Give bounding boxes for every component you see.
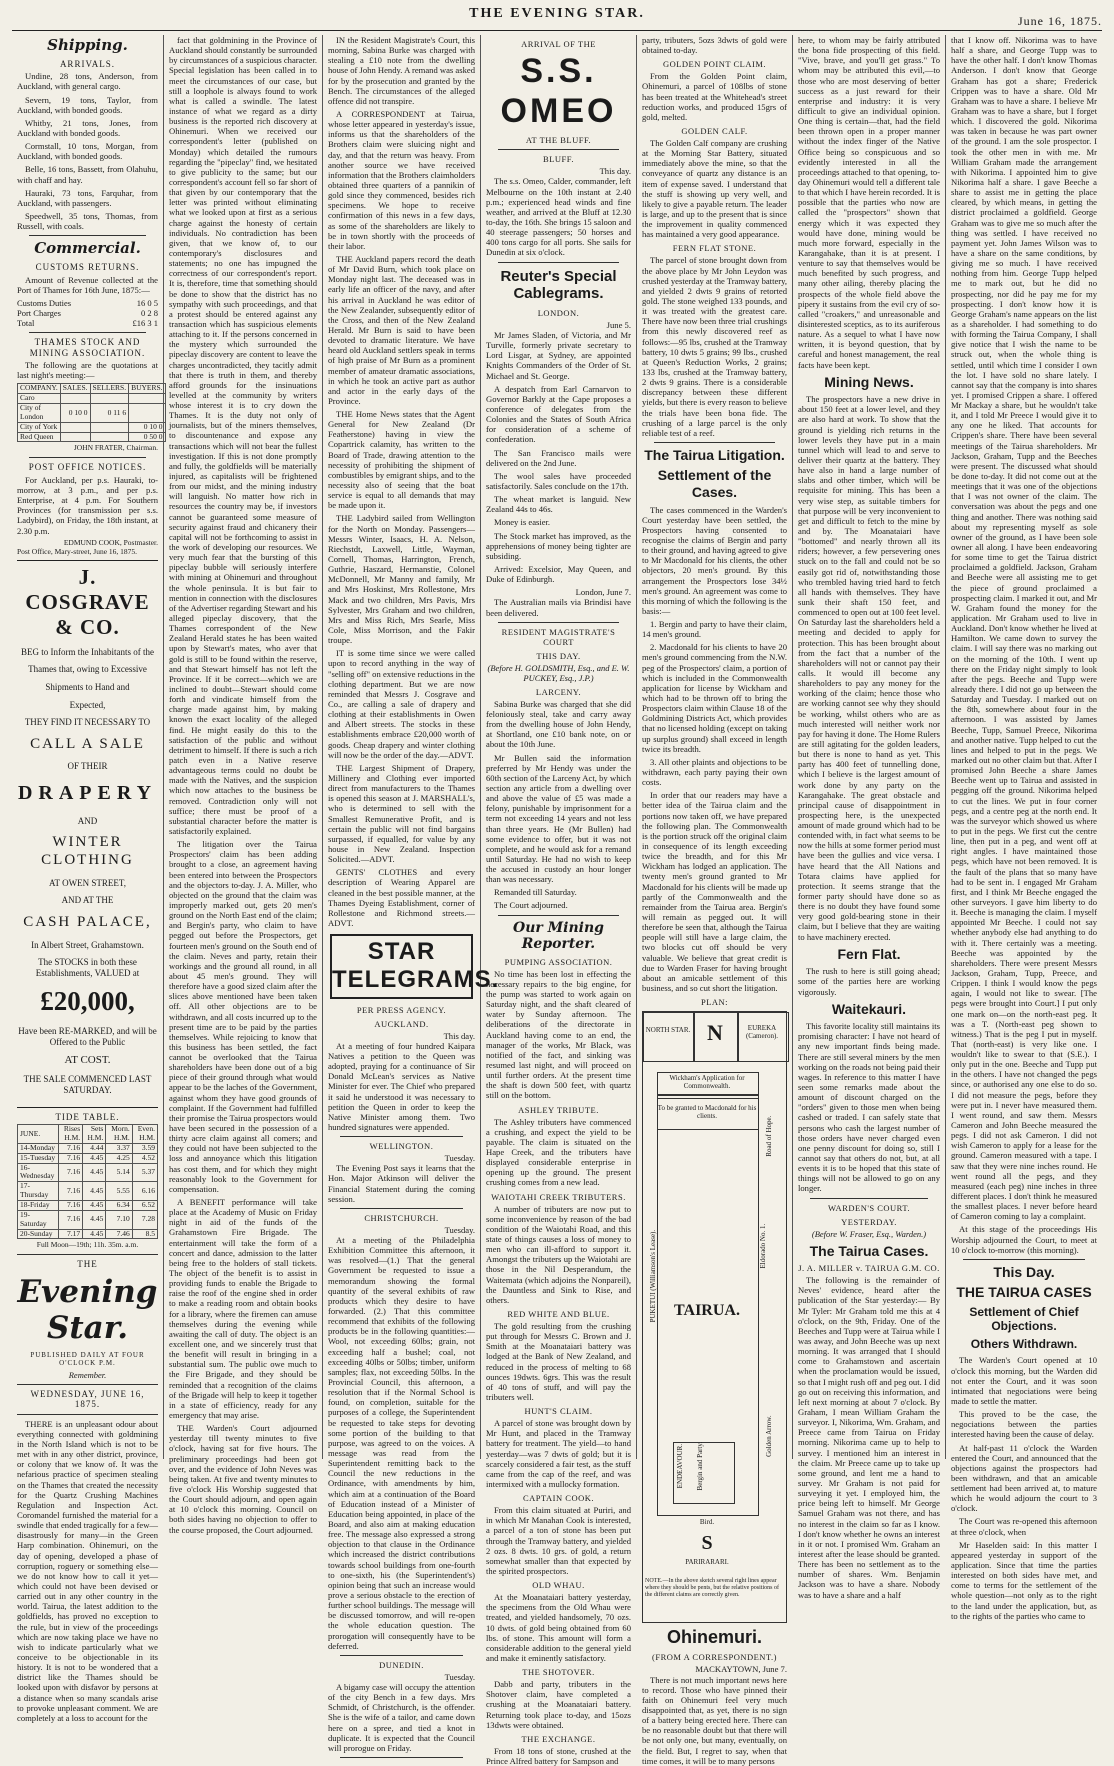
remember: Remember. — [68, 1369, 107, 1380]
tsma-sign: JOHN FRATER, Chairman. — [73, 443, 158, 453]
litigation-paragraph: The cases commenced in the Warden's Court yesterday have been settled, the Prospectors having consented to recognise the claims of Bergin and party to their ground, and having agreed to give to Mr Macdonald for his clients, the other objectors, 20 men's ground. By this arrangement the Prospectors lose 34½ men's ground. An agreement was come to this morning of which the following is the basis:— — [642, 504, 787, 616]
commercial-heading: Commercial. — [34, 239, 141, 258]
table-cell: 19-Saturday — [18, 1210, 59, 1229]
plan-macdonald: To be granted to Macdonald for his clients. — [657, 1104, 757, 1121]
bluff-day: This day. — [599, 166, 631, 177]
ad-line: Expected, — [69, 699, 106, 710]
telegram-text: A bigamy case will occupy the attention of the city Bench in a few days. Mrs Schmidt, of Christchurch, is the offender. She is the wife of a tailor, and came down here on a spree, and tied a knot in duplicate. It is expected that the Council will prorogue on Friday. — [328, 1681, 475, 1753]
table-cell: 6.16 — [132, 1182, 157, 1201]
arrivals-heading: ARRIVALS. — [59, 58, 116, 69]
bluff-heading: BLUFF. — [543, 154, 574, 165]
customs-label: Total — [17, 317, 35, 328]
this-day-paragraph: This proved to be the case, the negociations between the parties interested having been the cause of delay. — [951, 1409, 1097, 1440]
litigation-paragraphs — [642, 505, 787, 994]
this-day-paragraph: At half-past 11 o'clock the Warden entered the Court, and announced that the objections against the prospectors had been withdrawn, and that an amicable settlement had been arrived at, to mature which he would adjourn the court to 3 o'clock. — [951, 1442, 1097, 1514]
mining-report-heading: HUNT'S CLAIM. — [524, 1406, 593, 1417]
local-paragraph: A CORRESPONDENT at Tairua, whose letter appeared in yesterday's issue, informs us that the shareholders of the Brothers claim were sluicing night and day, and that the return was heavy. From another source we have received information that the Brothers claimholders obtained three quarters of a pannikin of gold since they commenced, besides rich specimens. We hope to receive confirmation of this news in a few days, as some of the shareholders are likely to be in town shortly with the proceeds of their labor. — [328, 108, 475, 251]
this-day-heading: This Day. — [993, 1263, 1055, 1280]
tsma-row — [18, 422, 166, 432]
local-paragraph: THE Largest Shipment of Drapery, Millinery and Clothing ever imported direct from manufacturers to the Thames is opened this season at J. MARSHALL's, who is determined to sell with the Smallest Remunerative Profit, and is certain the public will not find bargains surpassed, if equalled, for value by any house in New Zealand. Inspection Solicited.—ADVT. — [328, 762, 475, 865]
arrival-item: Severn, 19 tons, Taylor, from Auckland, with bonded goods. — [17, 94, 158, 115]
table-cell: 4.44 — [83, 1143, 106, 1153]
table-cell: 7.28 — [132, 1210, 157, 1229]
customs-heading: CUSTOMS RETURNS. — [35, 261, 140, 272]
mining-report-heading: THE SHOTOVER. — [522, 1667, 595, 1678]
table-cell: 16-Wednesday — [18, 1163, 59, 1182]
ad-cash-palace: CASH PALACE, — [23, 913, 152, 930]
table-cell: 0 11 6 — [90, 404, 129, 423]
ad-call-sale: CALL A SALE — [30, 735, 145, 752]
rm-paragraph: Mr Bullen said the information preferred by Mr Hendy was under the 60th section of the Larceny Act, by which section any article from a dwelling over and above the value of £5 was made a felony, punishable by imprisonment for a term not exceeding 14 years and not less than three years. He (Mr Bullen) had some evidence to offer, but it was not complete, and he would ask for a remand until Saturday. He had no wish to keep the accused in custody an hour longer than was necessary. — [486, 752, 631, 885]
table-cell: 4.45 — [83, 1153, 106, 1163]
mining-news-heading: Mining News. — [824, 373, 914, 390]
tsma-heading: THAMES STOCK AND MINING ASSOCIATION. — [29, 336, 146, 358]
waitekauri-heading: Waitekauri. — [831, 1000, 907, 1017]
masthead-title: THE EVENING STAR. — [469, 6, 645, 21]
column-1 — [12, 35, 164, 1723]
table-cell: 7.16 — [59, 1201, 83, 1211]
litigation-paragraph: 3. All other plaints and objections to be withdrawn, each party paying their own costs. — [642, 756, 787, 788]
london-heading: LONDON. — [537, 307, 580, 318]
mining-report-text: The gold resulting from the crushing put through for Messrs C. Brown and J. Smith at the Moanataiari battery was lodged at the Bank of New Zealand, and reduced in the process of melting to 68 ounces 19dwts. 6grs. This was the result of 40 tons of stuff, and will pay the tributers well. — [486, 1320, 631, 1402]
table-cell: 7.16 — [59, 1153, 83, 1163]
larceny-heading: LARCENY. — [535, 686, 582, 697]
column-7 — [946, 35, 1102, 1621]
local-paragraph: THE Ladybird sailed from Wellington for the North on Monday. Passengers—Messrs Winter, Isaacs, H. A. Nelson, Riechstdt, Laxwell, Little, Wayman, Cornell, Thomas, Harrington, French, Guthrie, Haszard, Hermanstie, Colonel McDonnell, Mr Manny and family, Mr and Mrs Hoskinst, Mrs Rollestone, Mrs Mack and two children, Mrs Pavis, Mrs Sylvester, Mrs Graham and two children, Mrs and Miss Rich, Mrs Searle, Miss Cole, Miss Morrison, and the Fakir troupe. — [328, 513, 475, 646]
mining-report-text: A parcel of stone was brought down by Mr Hunt, and placed in the Tramway battery for treatment. The yield—to hand yesterday—was 7 dwts of gold; but it is scarcely considered a fair test, as the stuff came from the cap of the reef, and was intermixed with a mullocky formation. — [486, 1418, 631, 1489]
table-cell: 15-Tuesday — [18, 1153, 59, 1163]
column-4 — [481, 35, 637, 1766]
nameplate-the: THE — [77, 1259, 98, 1270]
ad-line: Have been RE-MARKED, and will be Offered to the Public — [18, 1026, 157, 1047]
local-paragraph: THE Home News states that the Agent General for New Zealand (Dr Featherstone) having in view the Copartrick calamity, has written to the Board of Trade, drawing attention to the necessity of prohibiting the shipment of combustibles by emigrant ships, and to the necessity also of seeing that the boat service is equal to all demands that may be made upon it. — [328, 409, 475, 511]
table-cell: City of York — [18, 422, 61, 432]
london-paragraphs — [486, 330, 631, 584]
settlement-objections-heading: Settlement of Chief Objections. — [969, 1304, 1079, 1334]
waitekauri-text: This favorite locality still maintains its promising character: I have not heard of any new important finds being made. There are still several miners by the men working on the roads not being paid their wages. In reference to this matter I have seen some remarks made about the amount of discount charged on the "orders" given to those men when being cashed or traded. I can safely state that persons who cash the largest number of those orders have never charged even one penny discount for doing so, still I cannot say that others do not, but, at all events it is to be hoped that this state of things will not be allowed to go on any longer. — [798, 1021, 941, 1194]
editorial-paragraph: THE Warden's Court adjourned yesterday till twenty minutes to five o'clock, having sat for five hours. The preliminary proceedings had been got over, and the evidence of John Neves was being taken. At five and twenty minutes to five o'clock His Worship suggested that the Court should adjourn, and open again at 10 o'clock this morning. Council on both sides having no objection to offer to the course proposed, the Court adjourned. — [169, 1423, 317, 1535]
fern-flat-stone-text: The parcel of stone brought down from the above place by Mr John Leydon was crushed yesterday at the Tramway battery, and yielded 2 dwts 9 grains of retorted gold. The stone weighed 133 pounds, and it was treated with the greatest care. There have now been three trial crushings from this newly discovered reef as follows:—95 lbs, crushed at the Tramway battery, 10 dwts 5 grains; 99 lbs., crushed at Queen's Reduction Works, 2 grains; 133 lbs, crushed at the Tramway battery, 2 dwts 9 grains. There is a considerable discrepancy between these different yields, but there is every reason to believe the trials have been bona fide. The crushing of a large parcel is the only reliable test of a reef. — [642, 255, 788, 438]
telegram-place: DUNEDIN. — [379, 1659, 424, 1670]
mining-report-text: From this claim situated at Puriri, and in which Mr Manahan Cook is interested, a parcel of a ton of stone has been put through the Tramway battery, and yielded 2 ozs. 8 dwts. 10 grs. of gold, a return somewhat smaller than that expected by the spirited prospectors. — [486, 1505, 631, 1576]
table-cell: 4.45 — [83, 1182, 106, 1201]
tsma-row — [18, 404, 166, 423]
column-6 — [793, 35, 946, 1600]
divider — [340, 1655, 463, 1656]
ad-line: AND AT THE — [61, 895, 114, 906]
nameplate: Evening Star. — [17, 1273, 158, 1347]
column-header: Sets H.M. — [83, 1125, 106, 1144]
rm-paragraph: Sabina Burke was charged that she did feloniously steal, take and carry away from the dwelling house of John Hendy, at Shortland, one £10 bank note, on or about the 10th June. — [486, 698, 631, 750]
tide-table — [17, 1124, 158, 1239]
ohinemuri-date: MACKAYTOWN, June 7. — [695, 1664, 787, 1675]
tairua-litigation-heading: The Tairua Litigation. — [644, 446, 785, 463]
mining-reporter-heading: Our Mining Reporter. — [513, 919, 604, 953]
rm-before: (Before H. GOLDSMITH, Esq., and E. W. PUCKEY, Esq., J.P.) — [487, 662, 630, 683]
mining-report-heading: RED WHITE AND BLUE. — [507, 1308, 610, 1319]
wardens-court-heading: WARDEN'S COURT. — [827, 1202, 911, 1213]
this-day-paragraph: The Warden's Court opened at 10 o'clock this morning, but the Warden did not enter the Court, and it was soon intimated that negociations were being made to settle the matter. — [951, 1355, 1097, 1406]
tide-foot: Full Moon—19th; 11h. 35m. a.m. — [36, 1240, 139, 1250]
post-sign: EDMUND COOK, Postmaster. — [63, 537, 158, 547]
customs-row — [17, 298, 158, 308]
table-header-row — [18, 1125, 158, 1144]
table-cell: 5.55 — [106, 1182, 132, 1201]
plan-tairua: TAIRUA. — [674, 1302, 740, 1320]
tsma-table — [17, 383, 166, 442]
leader-text: THERE is an unpleasant odour about everything connected with goldmining in the North Island which is not to be met with in any other district, province, or colony that we know of. It was the nefarious practice of specimen stealing on the Thames that created the necessity for the Quartz Crushing Machines Regulation and Inspection Act. Coromandel furnished the material for a swindle that ended tragically for a few—disastrously for many—in the Green Harp combination. Ohinemuri, on the day of opening, developed a phase of corruption, roguery or something else—we do not know how to call it yet—which could not have been devised or carried out in any other country in the world. Tairua, the latest addition to the goldfields, has proved no exception to the rule, but in view of the proceedings which are now taking place we have no wish to indicate particularly what we conceive to be objectionable in its history. It is not to be wondered that a district like the Thames should be looked upon with disfavor by persons at a distance when so many scandals arise to provoke unpleasant comment. We are completely at a loss to account for the — [17, 1418, 158, 1723]
tairua-cases-heading: THE TAIRUA CASES — [956, 1284, 1092, 1301]
masthead — [12, 6, 1102, 31]
telegram-day: This day. — [443, 1030, 475, 1041]
london2-date: London, June 7. — [575, 587, 631, 598]
divider — [340, 1757, 463, 1758]
table-cell — [90, 422, 129, 432]
ad-price: £20,000, — [40, 986, 135, 1017]
telegram-text: At a meeting of the Philadelphia Exhibition Committee this afternoon, it was resolved—(1.) That the general Government be requested to issue a memorandum showing the formal quantity of the several exhibits of raw products which they desire to have forwarded. (2.) That this committee recommend that exhibits of the following products be in the following quantities:—Wool, not exceeding 60lbs; grain, not exceeding half a bushel; coal, not exceeding 40lbs or 50lbs; timber, uniform samples; flax, not exceeding 50lbs. In the Provincial Council, this afternoon, a resolution that if the Normal School is found, on completion, suitable for the purposes of a college, the Superintendent be requested to take steps for devoting some portion of the building to that purpose, was agreed to on the voices. A message was read from the Superintendent remitting back to the Council the new reductions in the Ordinance, with amendments by him, which aim at a continuation of the Board of Education instead of a Minister of Education being appointed, in place of the Board, and also aim at making education free. The message also expressed a strong objection to that clause in the Ordinance which increased the district contributions towards school buildings from one-fourth to one-sixth, his (the Superintendent's) opinion being that such an increase would prove a serious obstacle to the erection of further school buildings. The message will be discussed tomorrow, and will re-open the whole education question. The prorogation will consequently have to be deferred. — [328, 1235, 475, 1651]
rm-day: THIS DAY. — [536, 650, 581, 661]
column-2 — [164, 35, 323, 1535]
litigation-paragraph: 1. Bergin and party to have their claim, 14 men's ground. — [642, 619, 787, 640]
mining-report-heading: CAPTAIN COOK. — [523, 1493, 594, 1504]
plan-parirarari: PARIRARARI. — [685, 1558, 729, 1567]
ohinemuri-text: There is not much important news here to record. Those who have pinned their faith on Ohinemuri feel very much disappointed that, as yet, there is no sign of a battery being erected here. There can be no reasonable doubt but that there will be not only one, but many, eventually, on the field. But, I regret to say, when that time comes, it will be to many persons — [642, 1674, 787, 1766]
table-cell — [129, 394, 165, 404]
at-bluff: AT THE BLUFF. — [525, 135, 592, 146]
plan-north: N — [707, 1020, 723, 1046]
arrival-heading: ARRIVAL OF THE — [521, 39, 596, 49]
yesterday: YESTERDAY. — [841, 1216, 897, 1227]
arrival-item: Whitby, 21 tons, Jones, from Auckland with bonded goods. — [17, 117, 158, 138]
arrivals-list — [17, 71, 158, 231]
col7-top-text: that I know off. Nikorima was to have half a share, and George Tupp was to have the other half. I don't know Thomas Anderson. I don't know that George Graham has got a share; Frederick Crippen was to have a share. Old Mr Graham was to have a share. I believe Mr Graham was to have a share, but I forget which. I discovered the gold. Nikorima was taken in because he was part owner of the ground. I am the sole prospector. I took the other men in with me. Mr William Graham made the arrangement with Nikorima. I appointed him to give Nikorima half a share. I gave Beeche a share to assist me in getting the place cleared, by which means, in getting the district proclaimed a goldfield. George Graham was to give me so much after the thing was settled. I have received no payment yet. John James Wilson was to have a share on the same conditions, by giving me so much. I have received nothing from him. George Tupp helped me to mark out, but he did no prospecting, nor did he pay me for my prospecting. I don't know how it is George Graham's name appears on the list as a shareholder. I had something to do with forming the Tairua Company, I shall give notice that I wish the name to be struck out, when the whole thing is settled, until which time I consider I own the lot. I have sold no share lately. I cannot say that the company is into shares yet. I promised Crippen a share. I offered Mr Mackay a share, but he wouldn't take it, and I told Mr Preece I would give it to any one he liked. That accounts for Crippen's share. There have been several meetings of the Tairua shareholders. Mr Jackson, Graham, Tupp and the Beeches were present. The discussed what should be done to-day. It did not come out at the meetings that it was one of the objections that I was not owner of the claim. The conversation was about the pegs and one thing and another. There was nothing said about my representing myself as sole owner of the ground, as I have been sole owner all along. I have been endeavoring for some time to get the Tairua district proclaimed a goldfield. Jackson, Graham and Beeche were all assisting me to get the piece of ground proclaimed a prospecting claim. I marked it out, and Mr W. Graham found the money for the application. Mr Graham used to live in Auckland. Don't know whether he lived at Hamilton. We came down to survey the claim. I will say there was no marking out on the morning of the 10th. I went up there on the Friday night simply to look after the pegs. Beeche and Tupp were already there. I did not go up between the Saturday and Tuesday. I marked out on the 8th, somewhere about four in the afternoon. I was assisted by James Beeche, Tupp, Samuel Preece, Nikorima and another native. Tupp helped to cut the lines and helped to put in the pegs. We marked out no other claim but that. After I promised John Beeche a share James Beeche went up to Tairua and assisted in pegging off the ground. Nikorima helped to cut the lines. We put in four corner pegs, and a centre peg at the north end. It was the surveyor which showed us where to put in the pegs. We first cut the centre line, then put in a peg, and went off at right angles. I have maintained those pegs, which have not been removed. It is the fault of the plans that so many have had to be sent in. I engaged Mr Graham first, and I think Mr Beeche engaged the other surveyors. I gave him liberty to do it. Beeche is managing the claim. I myself appointed Mr Beeche. I could not say whether anybody else had anything to do with it. There certainly was a meeting. Beeche was appointed by the shareholders. There were present Messrs Jackson, Graham, Tupp, Preece, and Crippen. I think I would know the pegs again, I would not like to swear. [The pegs were brought into Court.] I put only one mark on—on the north-east peg. It was a T. (North-east peg shown to witness.) That is the peg I put in myself. That (north-east) is very like one. I wouldn't like to swear to that (S.E.). I only put in the one. Beeche and Tupp put in the others. I have not changed the pegs since, or authorised any one else to do so. I did not measure the pegs, before they were put in. I never have measured them. I went round, and saw them. Messrs Cameron and John Beeche measured the pegs. I did not ask Cameron. I did not wish Cameron to apply for a lease for the ground. Cameron measured with a tape. I saw that they were nine inches round. He went round all the pegs, and they measured (each peg) nine inches in three different places. I don't think he measured the smallest places. I never before heard of Cameron coming to lay a complaint. — [951, 35, 1097, 1222]
telegram-sections — [328, 1019, 475, 1758]
tide-row — [18, 1201, 158, 1211]
london-paragraph: The Stock market has improved, as the apprehensions of money being tighter are subsiding. — [486, 530, 631, 561]
table-cell: 7.46 — [106, 1229, 132, 1239]
customs-row — [17, 318, 158, 328]
plan-south: S — [701, 1532, 713, 1555]
table-cell: 7.10 — [106, 1210, 132, 1229]
table-cell: 4.45 — [83, 1163, 106, 1182]
plan-eldorado: Eldorado No. 1. — [758, 1223, 767, 1269]
ad-line: The STOCKS in both these Establishments, VALUED at — [35, 957, 140, 978]
arrival-item: Hauraki, 73 tons, Farquhar, from Auckland, with passengers. — [17, 187, 158, 208]
local-paragraphs — [328, 35, 475, 928]
post-text: For Auckland, per p.s. Hauraki, to-morrow, at 3 p.m., and per p.s. Enterprise, at 4 p.m. For Southern Provinces (for transmission per s.s. Ladybird), on Friday, the 18th instant, at 2.30 p.m. — [17, 474, 158, 536]
table-cell: 4.52 — [132, 1153, 157, 1163]
table-cell: 7.17 — [59, 1229, 83, 1239]
ad-line: BEG to Inform the Inhabitants of the — [21, 646, 154, 657]
table-cell — [60, 394, 90, 404]
column-header: Rises H.M. — [59, 1125, 83, 1144]
mining-report-text: Dabb and party, tributers in the Shotover claim, have completed a crushing at the Moanataiari battery. Returning took place to-day, and 15ozs 13dwts were obtained. — [486, 1679, 631, 1730]
telegram-text: The Evening Post says it learns that the Hon. Major Atkinson will deliver the Financial Statement during the coming session. — [328, 1163, 475, 1204]
fern-flat-heading: Fern Flat. — [837, 945, 901, 962]
ad-line: OF THEIR — [67, 761, 108, 772]
plan-wickham: Wickham's Application for Commonwealth. — [669, 1074, 745, 1091]
table-cell: 17-Thursday — [18, 1182, 59, 1201]
table-cell: Red Queen — [18, 432, 61, 442]
mining-report-heading: THE EXCHANGE. — [521, 1733, 596, 1744]
litigation-paragraph: 2. Macdonald for his clients to have 20 men's ground commencing from the N.W. peg of the Prospectors' claim, a portion of which is included in the Commonwealth application for license by Wickham and which had to be thrown off to bring the Prospectors claim within Clause 18 of the Goldmining Districts Act, which provides that no licensed holding (except on taking up surplus ground) shall exceed in length twice its breadth. — [642, 642, 787, 754]
cosgrave-advertisement — [17, 560, 158, 1107]
mining-report-heading: PUMPING ASSOCIATION. — [504, 956, 613, 967]
tairua-cases-text: The following is the remainder of Neves' evidence, heard after the publication of the Star yesterday:— By Mr Tyler: Mr Graham told me this at 4 o'clock, on the 9th, Friday. One of the Beeches and Tupp were at Tairua while I was away, and John Beeche was up next morning. It was arranged that I should come to Grahamstown and ascertain when the proclamation would be issued, so that I might rush off and peg out. I did go out on receiving this information, and left next morning at about 7 o'clock. By Graham, I mean William Graham the surveyor. I, Nikorima, Wm. Graham, and Preece came from Tairua on Friday morning. Nikorima came up to help to survey. I mentioned him an interest in the claim. Mr Preece came up to take up some ground, and lent me a hand to survey. Mr Graham is not paid for surveying it yet. I employed him, the price being left to himself. Mr George Samuel Graham was not there, and has no interest in the claim so far as I know. I don't know whether he owns an interest in it or not. I promised Wm. Graham an interest after the lease should be granted. There has been no settlement as to the number of shares. Wm. Benjamin Jackson was to have a share. Nobody was to have a share and a half — [798, 1275, 940, 1600]
table-cell — [129, 404, 165, 423]
tide-row — [18, 1153, 158, 1163]
table-cell — [90, 394, 129, 404]
telegram-text: At a meeting of four hundred Kaipara Natives a petition to the Queen was adopted, praying for a continuance of Sir Donald McLean's services as Native Minister for ever. The Chief who prepared it said he understood it was necessary to petition the Queen in order to keep the Native Minister among them. Two hundred signatures were appended. — [328, 1040, 475, 1133]
mining-reports — [486, 957, 631, 1766]
table-cell: 7.16 — [59, 1210, 83, 1229]
local-paragraph: IT is some time since we were called upon to record anything in the way of "selling off" on extensive reductions in the clothing department. But we are now reminded that Messrs J. Cosgrave and Co., are calling a sale of drapery and clothing at their establishments in Owen and Albert streets. The stocks in these establishments embrace £20,000 worth of goods. Cheap drapery and winter clothing will now be the order of the day.—ADVT. — [328, 648, 475, 760]
column-header: COMPANY. — [18, 384, 61, 394]
ad-line: THEY FIND IT NECESSARY TO — [24, 717, 151, 728]
table-cell: 6.52 — [132, 1201, 157, 1211]
editorial-paragraph: fact that goldmining in the Province of Auckland should constantly be surrounded by circumstances of a suspicious character. Special legislation has been called in to meet the circumstances of our case, but still a loophole is always found to work what is called a swindle. The latest instance of what we regard as a dirty business is the reported rich discovery at Ohinemuri. When we received our correspondent's letter (published on Monday) which detailed the rumours regarding the "pipeclay" find, we hesitated to give publicity to the same; but our correspondent's account fell so far short of that given by our contemporary that the letter was printed without eliminating what we looked upon at first as a serious charge against the honesty of certain individuals. No contradiction has been given, that we know of, to our contemporary's disclosures and statements; no one has impugned the correctness of our correspondent's report. It is, therefore, time that something should be done to show that the district has no sympathy with such proceedings, and that a protest should be entered against any transaction which has suspicious elements attaching to it. If the persons concerned in the mystery which surrounded the pipeclay discovery are content to leave the charges uncontradicted, they tacitly admit that there is truth in them, and thereby afford grounds for the insinuations levelled at the community by writers whose interest it is to cry down the Thames. It is the duty not only of journalists, but of the miners themselves, to discountenance and expose any transactions which will not bear the fullest investigation. If this is not done promptly and fully, the goldfields will be materially injured, as capitalists will be frightened from our midst, and the mining industry will languish. No matter how rich in resources the country may be, if investors cannot be guaranteed some measure of security against fraud and chicanery their capital will not be forthcoming to assist in the work of developing our resources. We very much fear that the bursting of this pipeclay bubble will seriously interfere with mining at Ohinemuri and throughout the whole peninsula. It is but fair to mention in connection with the disclosures of the Advertiser regarding Stewart and his alleged pipeclay discovery, that the Thames correspondent of the New Zealand Herald states he has been waited upon by Stewart's mates, who aver that gold is still to be found within the reserve, and that Stewart himself has not left the Province. If it be correct—which we are inclined to doubt—Stewart should come forth and vindicate himself from the charge made against him, by making known the exact locality of the alleged find. He might easily do this to the satisfaction of the public and without detriment to himself. If there is such a rich patch even in a Native reserve advantageous terms could no doubt be made with the Natives, and the suspicion which now attaches to the business be removed. Contradiction only will not suffice; there must be proof of a substantial character before the matter is satisfactorily explained. — [169, 35, 317, 836]
mining-report-heading: OLD WHAU. — [532, 1580, 585, 1591]
table-cell: 4.45 — [83, 1229, 106, 1239]
column-header: JUNE. — [18, 1125, 59, 1144]
telegram-place: CHRISTCHURCH. — [364, 1212, 439, 1223]
table-cell — [60, 422, 90, 432]
tsma-row — [18, 432, 166, 442]
customs-text: Amount of Revenue collected at the Port of Thames for 16th June, 1875:— — [17, 274, 158, 295]
column-header: Morn. H.M. — [106, 1125, 132, 1144]
table-cell: 6.34 — [106, 1201, 132, 1211]
fern-flat-stone-heading: FERN FLAT STONE. — [672, 243, 757, 254]
ad-line: In Albert Street, Grahamstown. — [31, 939, 144, 950]
london-paragraph: The wheat market is languid. New Zealand 44s to 46s. — [486, 494, 631, 515]
table-cell: 8.5 — [132, 1229, 157, 1239]
mining-report-heading: ASHLEY TRIBUTE. — [518, 1104, 599, 1115]
arrival-item: Undine, 28 tons, Anderson, from Auckland, with general cargo. — [17, 71, 158, 92]
telegram-place: AUCKLAND. — [374, 1018, 429, 1029]
published-line: PUBLISHED DAILY AT FOUR O'CLOCK P.M. — [30, 1351, 145, 1368]
table-cell: 7.16 — [59, 1143, 83, 1153]
column-5 — [637, 35, 793, 1766]
london-paragraph: The San Francisco mails were delivered on the 2nd June. — [486, 447, 631, 468]
customs-value: £16 3 1 — [132, 317, 158, 328]
ship-name: S.S. OMEO — [500, 52, 617, 131]
tide-heading: TIDE TABLE. — [55, 1111, 120, 1122]
adjourn-text: At this stage of the proceedings His Worship adjourned the Court, to meet at 10 o'clock to-morrow (this morning). — [951, 1224, 1097, 1255]
divider — [340, 1136, 463, 1137]
column-header: SELLERS. — [90, 384, 129, 394]
mining-report-text: No time has been lost in effecting the necessary repairs to the big engine, for the pump was started to work again on Saturday night, and the shaft cleared of water by Sunday afternoon. The deliberations of the directorate in Auckland having come to an end, the manager of the works, Mr Black, was notified of the fact, and sinking was resumed last night, and will proceed on until further orders. At the present time the shaft is down 500 feet, with quartz still on the bottom. — [486, 968, 631, 1101]
fern-flat-text: The rush to here is still going ahead; some of the parties here are working vigorously. — [798, 966, 940, 997]
col5-top-text: party, tributers, 5ozs 3dwts of gold were obtained to-day. — [642, 35, 787, 56]
this-day-paragraph: The Court was re-opened this afternoon at three o'clock, when — [951, 1516, 1097, 1537]
rm-court-heading: RESIDENT MAGISTRATE'S COURT — [501, 626, 616, 647]
golden-point-text: From the Golden Point claim, Ohinemuri, a parcel of 108lbs of stone has been treated at the Whitehead's street reduction works, and produced 15grs of gold, melted. — [642, 71, 787, 122]
ad-line: AT OWEN STREET, — [49, 877, 126, 888]
before-warden: (Before W. Fraser, Esq., Warden.) — [811, 1228, 927, 1239]
customs-label: Customs Duties — [17, 297, 72, 308]
plan-endeavour: ENDEAVOUR. — [675, 1444, 684, 1489]
mining-report-text: At the Moanataiari battery yesterday, the specimens from the Old Whau were treated, and yielded handsomely, 70 ozs. 10 dwts. of gold being obtained from 60 lbs. of stone. This amount will form a considerable addition to the general yield and make it eminently satisfactory. — [486, 1592, 631, 1663]
column-header: BUYERS. — [129, 384, 165, 394]
reuter-heading: Reuter's Special Cablegrams. — [500, 267, 617, 303]
plan-north-star: NORTH STAR. — [645, 1026, 691, 1035]
editorial-paragraph: A BENEFIT performance will take place at the Academy of Music on Friday night in aid of the funds of the Grahamstown Fire Brigade. The entertainment will take the form of a concert and dance, admission to the latter being free to the holders of stall tickets. The object of the benefit is to assist in providing funds to enable the Brigade to raise the roof of the engine shed in order to make a reading room and obtain books for a library, where the firemen can amuse themselves during the evening while awaiting the call of duty. The object is an excellent one, and we sincerely trust that the benefit will result in bringing in a substantial sum. The public owe much to the Fire Brigade, and they should be reminded that a recognition of the claims of the Brigade will help to keep it together in a state of efficiency, ready for any emergency that may arise. — [169, 1197, 317, 1420]
post-date: Post Office, Mary-street, June 16, 1875. — [17, 546, 138, 556]
this-day-paragraph: Mr Haselden said: In this matter I appeared yesterday in support of the application. Since that time the parties interested on both sides have met, and come to terms for the settlement of the whole question—not only as to the right to the land under the application, but, as to the rights of the parties who came to — [951, 1539, 1097, 1621]
this-day-paragraphs — [951, 1355, 1097, 1621]
plan-golden-arrow: Golden Arrow. — [764, 1415, 773, 1458]
table-cell: 14-Monday — [18, 1143, 59, 1153]
table-cell: Caro — [18, 394, 61, 404]
telegram-place: WELLINGTON. — [369, 1141, 434, 1152]
tide-row — [18, 1182, 158, 1201]
customs-value: 0 2 8 — [141, 307, 158, 318]
ad-line: THE SALE COMMENCED LAST SATURDAY. — [23, 1074, 152, 1096]
plan-note: NOTE.—In the above sketch several right lines appear where they should be pents, but the relative positions of the different claims are correctly given. — [645, 1578, 779, 1599]
customs-table — [17, 298, 158, 328]
tide-row — [18, 1229, 158, 1239]
post-heading: POST OFFICE NOTICES. — [28, 462, 147, 473]
tide-row — [18, 1163, 158, 1182]
tairua-cases-heading: The Tairua Cases. — [809, 1242, 929, 1259]
london-date: June 5. — [606, 319, 631, 330]
rm-paragraph: Remanded till Saturday. — [494, 887, 577, 898]
ad-line: Shipments to Hand and — [45, 681, 130, 692]
plan-bergin: Bergin and Party. — [695, 1441, 704, 1491]
divider — [340, 1208, 463, 1209]
table-cell: 0 10 0 — [60, 404, 90, 423]
plan-puketui: PUKETUI (Williamson's Lease). — [648, 1230, 657, 1323]
table-cell: 0 50 0 — [129, 432, 165, 442]
table-cell — [60, 432, 90, 442]
editorial-paragraph: The litigation over the Tairua Prospectors' claim has been adding brought to a close, an agreement having been entered into between the Prospectors and the objectors to-day. J. A. Miller, who objected on the ground that the claim was improperly marked out, gets 20 men's ground on the North East end of the claim; and Bergin's party, who claim to have pegged out before the Prospectors, get fourteen men's ground on the South end of the claim. Neves and party, retain their workings and the ground all round, in all about 45 men's ground. They will therefore have a good sized claim after the slices above mentioned have been taken off. All other objections are to be withdrawn, and all costs incurred up to the present time are to be paid by the parties themselves. While rejoicing to know that this business has been settled, the fact cannot be overlooked that the Tairua shareholders have been done out of a big piece of their ground through what would appear to be the laches of the Government, against whom they have good grounds of complaint. If the Government had fulfilled their promise the Tairua prospectors would have been secured in the possession of a thirty acre claim against all comers; and they could not have been subjected to the loss and annoyance which this litigation has cost them, and for which they might reasonably look to the Government for compensation. — [169, 839, 317, 1194]
london-paragraph: The wool sales have proceeded satisfactorily. Sales conclude on the 17th. — [486, 470, 631, 492]
ad-drapery: DRAPERY — [17, 782, 158, 805]
table-cell: 0 10 0 — [129, 422, 165, 432]
col6-top-text: here, to whom may be fairly attributed the bona fide prospecting of this field. "Vive, brave, and you'll get grass." To whom may be attributed this evil,—to those who are most deserving of better success as a just reward for their enterprise and industry: it is very difficult to give an individual opinion. One thing is certain—that, had the field been thrown open in a proper manner without the index finger of the Native Office being so conspicuous and so evidently interested in all the proceedings attached to that opening, to-day Ohinemuri would tell a different tale to that which I have herein recorded. It is possible that the parties who now are called the "prospectors" shown that energy which it was expected they would have done, mining would be much more forward, especially in the Karangahake, than it is at present. I venture to say that themselves would be much benefited by such progress, and many other ailing, thereby placing the prospects of the whole field above the pipery it sustains from the evil cry of so-called "croakers," and unreasonable and disinterested sceptics, as to its auriferous nature. As a sequel to what I have now written, it is beyond question, that by careful and honest management, the real facts have been kept. — [798, 35, 940, 370]
plan-bird: Bird. — [699, 1518, 715, 1527]
north-star-block — [643, 1012, 695, 1062]
telegram-day: Tuesday. — [444, 1153, 475, 1164]
ad-line: AND — [77, 815, 98, 826]
customs-row — [17, 308, 158, 318]
table-cell: 4.45 — [83, 1201, 106, 1211]
london-paragraph: Mr James Sladen, of Victoria, and Mr Turville, formerly private secretary to Lord Lisgar, at Sydney, are appointed Knights Commanders of the Order of St. Michael and St. George. — [486, 330, 631, 381]
table-cell: 18-Friday — [18, 1201, 59, 1211]
table-cell: City of London — [18, 404, 61, 423]
tide-row — [18, 1143, 158, 1153]
mining-report-text: A number of tributers are now put to some inconvenience by reason of the bad condition of the Waiotahi Road, and this state of things causes a loss of money to men who can ill-afford to support it. Amongst the tributers up the Waiotahi are those in the Nil Desperandum, the Waitemata (which adjoins the Nonpareil), the Dauntless and Sink to Rise, and others. — [486, 1203, 631, 1305]
table-cell: 4.45 — [83, 1210, 106, 1229]
london-paragraph: Money is easier. — [494, 517, 551, 528]
ad-name: J. COSGRAVE & CO. — [25, 565, 150, 639]
column-3 — [323, 35, 500, 1753]
table-cell: 4.25 — [106, 1153, 132, 1163]
bluff-text: The s.s. Omeo, Calder, commander, left Melbourne on the 10th instant at 2.40 p.m.; experienced head winds and fine weather, and arrived at the Bluff at 12.30 to-day, the 16th. She brings 15 saloon and 40 steerage passengers; 50 horses and 400 tons cargo for all ports. She sails for Dunedin at six o'clock. — [486, 176, 631, 258]
star-telegrams-heading: STAR TELEGRAMS. — [330, 934, 473, 999]
plan-road-of-hope: Road of Hope. — [764, 1115, 773, 1157]
ad-at-cost: AT COST. — [64, 1054, 111, 1067]
rm-paragraphs — [486, 699, 631, 911]
london2-text: The Australian mails via Brindisi have been delivered. — [486, 597, 631, 618]
telegram-day: Tuesday. — [444, 1671, 475, 1682]
local-paragraph: GENTS' CLOTHES and every description of Wearing Apparel are cleaned in the best possible manner, at the Thames Dyeing Establishment, corner of Rollestone and Richmond streets.—ADVT. — [328, 867, 475, 928]
mining-news-text: The prospectors have a new drive in about 150 feet at a lower level, and they are also hard at work. To show that the ground is yielding rich returns in the lower levels they have put in a main tunnel which will lead to and serve to deliver their quartz at the battery. They have also in hand a large number of slabs and other timber, which will be requisite for mining. This has been a very wise step, as suitable timbers for that purpose will be very inconvenient to get and difficult to fetch to the mine by and by. The Moanataiari have "bottomed" and nearly thrown all its riders; however, a few persevering ones stuck on to the fall and could not be so easily got rid of, notwithstanding those who trembled having tried hard to fetch all hands with themselves. They have sunk their shaft 150 feet, and commenced to open out at 100 feet level. On Saturday last the shareholders held a meeting and decided to apply for protection. This has been brought about from the fact that a number of the shareholders will not or cannot pay their calls. It would ill become any shareholders to pay any money for the working of the claim; hence those who are working cannot see why they should be working, whilst others who are as much interested will neither work nor pay for having it done. The Home Rulers are still agitating for the golden leaders, but there is none to hand as yet. This party has 400 feet of tunnelling done, which I believe is the largest amount of work done by any party on the Karangahake. The great obstacle and principal cause of disappointment in prospecting here, is the unexpected amount of made ground which had to be contended with, in fact what seems to be now the hills at some former period must have been the gullies and vice versa. I have heard that the All Nations and Totara claims have applied for protection. It seems strange that the former party should have done so as there is no doubt they have found some very good gold-bearing stone in their claim, but I believe that they are waiting to have machinery erected. — [798, 394, 940, 942]
mining-report-text: The Ashley tributers have commenced a crushing, and expect the yield to be payable. The claim is situated on the Hape Creek, and the tributers have displayed considerable enterprise in opening up the ground. The present crushing comes from a new lead. — [486, 1116, 631, 1188]
mining-report-text: From 18 tons of stone, crushed at the Prince Alfred battery for Sampson and — [486, 1745, 631, 1766]
table-cell: 7.16 — [59, 1163, 83, 1182]
ohinemuri-heading: Ohinemuri. — [666, 1627, 762, 1648]
ad-line: Thames that, owing to Excessive — [28, 664, 147, 675]
editorial-paragraphs — [169, 35, 317, 1535]
table-cell: 20-Sunday — [18, 1229, 59, 1239]
claim-plan-diagram — [642, 1011, 787, 1623]
settlement-heading: Settlement of the Cases. — [657, 467, 772, 500]
ad-winter-clothing: WINTER CLOTHING — [41, 834, 134, 868]
golden-point-heading: GOLDEN POINT CLAIM. — [662, 59, 767, 70]
london-paragraph: A despatch from Earl Carnarvon to Governor Barkly at the Cape proposes a conference of delegates from the Colonies and the States of South Africa for consideration of a scheme of confederation. — [486, 383, 631, 445]
press-agency: PER PRESS AGENCY. — [356, 1004, 447, 1015]
table-header-row — [18, 384, 166, 394]
customs-value: 16 0 5 — [136, 297, 158, 308]
tide-row — [18, 1210, 158, 1229]
dateline: WEDNESDAY, JUNE 16, 1875. — [30, 1388, 145, 1410]
local-paragraph: IN the Resident Magistrate's Court, this morning, Sabina Burke was charged with stealing a £10 note from the dwelling house of John Hendy. A remand was asked for by the prosecution and granted by the Bench. The circumstances of the alleged offence did not transpire. — [328, 35, 475, 106]
local-paragraph: THE Auckland papers record the death of Mr David Burn, which took place on Monday night last. The deceased was in early life an officer of the navy, and after his arrival in Auckland he was editor of the New Zealander, subsequently editor of the Cross, and then of the New Zealand Herald. Mr Burn is said to have been devoted to dramatic literature. We have heard old Auckland settlers speak in terms of high praise of Mr Burn as a prominent member of amateur dramatic associations, in which he took an active part as author and actor in the early days of the Province. — [328, 253, 475, 406]
table-cell: 3.37 — [106, 1143, 132, 1153]
column-header: Even. H.M. — [132, 1125, 157, 1144]
table-cell — [90, 432, 129, 442]
plan-eureka: EUREKA (Cameron). — [745, 1024, 779, 1041]
arrival-item: Speedwell, 35 tons, Thomas, from Russell, with coals. — [17, 210, 158, 232]
table-cell: 5.14 — [106, 1163, 132, 1182]
miller-v-tairua: J. A. MILLER v. TAIRUA G.M. CO. — [798, 1263, 940, 1274]
mining-report-heading: WAIOTAHI CREEK TRIBUTERS. — [491, 1191, 626, 1202]
arrival-item: Belle, 16 tons, Bassett, from Olahuhu, with chaff and hay. — [17, 164, 158, 185]
rm-paragraph: The Court adjourned. — [494, 900, 568, 911]
table-cell: 7.16 — [59, 1182, 83, 1201]
golden-calf-heading: GOLDEN CALF. — [681, 126, 748, 136]
masthead-date: June 16, 1875. — [1018, 13, 1102, 28]
table-cell: 5.37 — [132, 1163, 157, 1182]
others-withdrawn-heading: Others Withdrawn. — [970, 1337, 1078, 1352]
correspondent: (FROM A CORRESPONDENT.) — [652, 1652, 777, 1663]
telegram-day: Tuesday. — [444, 1224, 475, 1235]
arrival-item: Cormstall, 10 tons, Morgan, from Auckland, with bonded goods. — [17, 141, 158, 162]
tsma-text: The following are the quotations at last night's meeting:— — [17, 360, 158, 381]
table-cell: 3.59 — [132, 1143, 157, 1153]
shipping-heading: Shipping. — [47, 36, 128, 54]
column-header: SALES. — [60, 384, 90, 394]
golden-calf-text: The Golden Calf company are crushing at the Morning Star Battery, situated immediately above the mine, so that the conveyance of quartz any distance is an item of expense saved. I understand that the stuff is showing up very well, and likely to give a payable return. The leader is large, and up to the present that is since the improvement in quality commenced has maintained a very good appearance. — [642, 138, 787, 240]
plan-title: PLAN: — [700, 997, 729, 1008]
london-paragraph: Arrived: Excelsior, May Queen, and Duke of Edinburgh. — [486, 564, 631, 585]
customs-label: Port Charges — [17, 307, 61, 318]
litigation-paragraph: In order that our readers may have a better idea of the Tairua claim and the portions now taken off, we have prepared the following plan. The Commonwealth is the portion struck off the original claim in consequence of its length exceeding twice the breadth, and for this Mr Wickham has lodged an application. The twenty men's ground granted to Mr Macdonald for his clients will be made up partly of the Commonwealth and the remainder from the Tairua area. Bergin's will remain as pegged out. It will therefore be seen that, although the Tairua people will still have a large claim, the two blocks cut off should be very valuable. We believe that great credit is due to Warden Fraser for having brought about an amicable settlement of this business, and so cut short the litigation. — [642, 790, 787, 993]
